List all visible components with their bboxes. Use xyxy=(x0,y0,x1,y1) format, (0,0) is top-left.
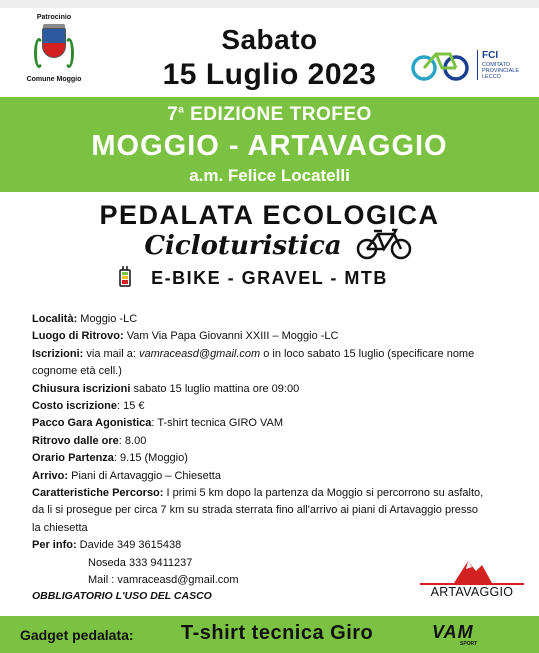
edition-title: 7$^a$ EDIZIONE TROFEO xyxy=(167,104,372,125)
ride-categories: E-BIKE - GRAVEL - MTB xyxy=(151,268,388,288)
vam-brand-sub: SPORT xyxy=(460,641,478,647)
email-link[interactable]: vamraceasd@gmail.com xyxy=(138,347,261,360)
fci-logo xyxy=(410,48,525,84)
info-row: Pacco Gara Agonistica: T-shirt tecnica GIRO VAM xyxy=(32,417,284,430)
fci-bike-logo-icon xyxy=(410,48,472,82)
info-row: Per info: Davide 349 3615438 xyxy=(32,539,182,552)
patron-label: Patrocinio xyxy=(36,14,72,21)
event-day: Sabato xyxy=(221,24,318,55)
patron-comune: Comune Moggio xyxy=(26,76,82,83)
info-row: Arrivo: Piani di Artavaggio – Chiesetta xyxy=(32,469,221,482)
contact-row: Noseda 333 9411237 xyxy=(88,556,193,569)
info-row: Orario Partenza: 9.15 (Moggio) xyxy=(32,452,188,465)
top-band xyxy=(0,0,539,8)
gadget-item: T-shirt tecnica Giro xyxy=(181,622,374,644)
helmet-notice: OBBLIGATORIO L'USO DEL CASCO xyxy=(32,590,212,602)
fci-title: FCI xyxy=(482,50,499,61)
event-info xyxy=(32,311,522,590)
mountain-logo-icon xyxy=(416,555,528,585)
info-row: Ritrovo dalle ore: 8.00 xyxy=(32,434,147,447)
event-name: MOGGIO - ARTAVAGGIO xyxy=(91,130,448,162)
artavaggio-logo xyxy=(416,555,528,610)
ride-title: PEDALATA ECOLOGICA xyxy=(99,200,440,230)
contact-row: Mail : vamraceasd@gmail.com xyxy=(88,574,239,587)
bicycle-icon xyxy=(356,228,412,260)
fci-subtitle: COMITATO PROVINCIALE LECCO xyxy=(482,62,519,80)
ride-subtitle: Cicloturistica xyxy=(144,231,342,261)
info-row: da li si prosegue per circa 7 km su strada sterrata fino all'arrivo ai piani di Artavaggio presso xyxy=(32,504,478,517)
vam-brand: VAM xyxy=(432,622,474,642)
gadget-label: Gadget pedalata: xyxy=(20,627,134,643)
info-row: Costo iscrizione: 15 € xyxy=(32,400,145,413)
info-row: Caratteristiche Percorso: I primi 5 km dopo la partenza da Moggio si percorrono su asfalto, xyxy=(32,487,484,500)
info-row: Chiusura iscrizioni sabato 15 luglio mattina ore 09:00 xyxy=(32,382,300,395)
info-row: cognome età cell.) xyxy=(32,365,122,378)
info-row: Località: Moggio -LC xyxy=(32,313,138,325)
info-row: la chiesetta xyxy=(32,521,88,534)
info-row: Iscrizioni: via mail a: vamraceasd@gmail.com o in loco sabato 15 luglio (specificare nome xyxy=(32,347,475,360)
event-date: 15 Luglio 2023 xyxy=(162,58,377,91)
info-row: Luogo di Ritrovo: Vam Via Papa Giovanni XXIII – Moggio -LC xyxy=(32,330,339,343)
event-memorial: a.m. Felice Locatelli xyxy=(189,166,350,185)
artavaggio-name: ARTAVAGGIO xyxy=(430,585,514,599)
